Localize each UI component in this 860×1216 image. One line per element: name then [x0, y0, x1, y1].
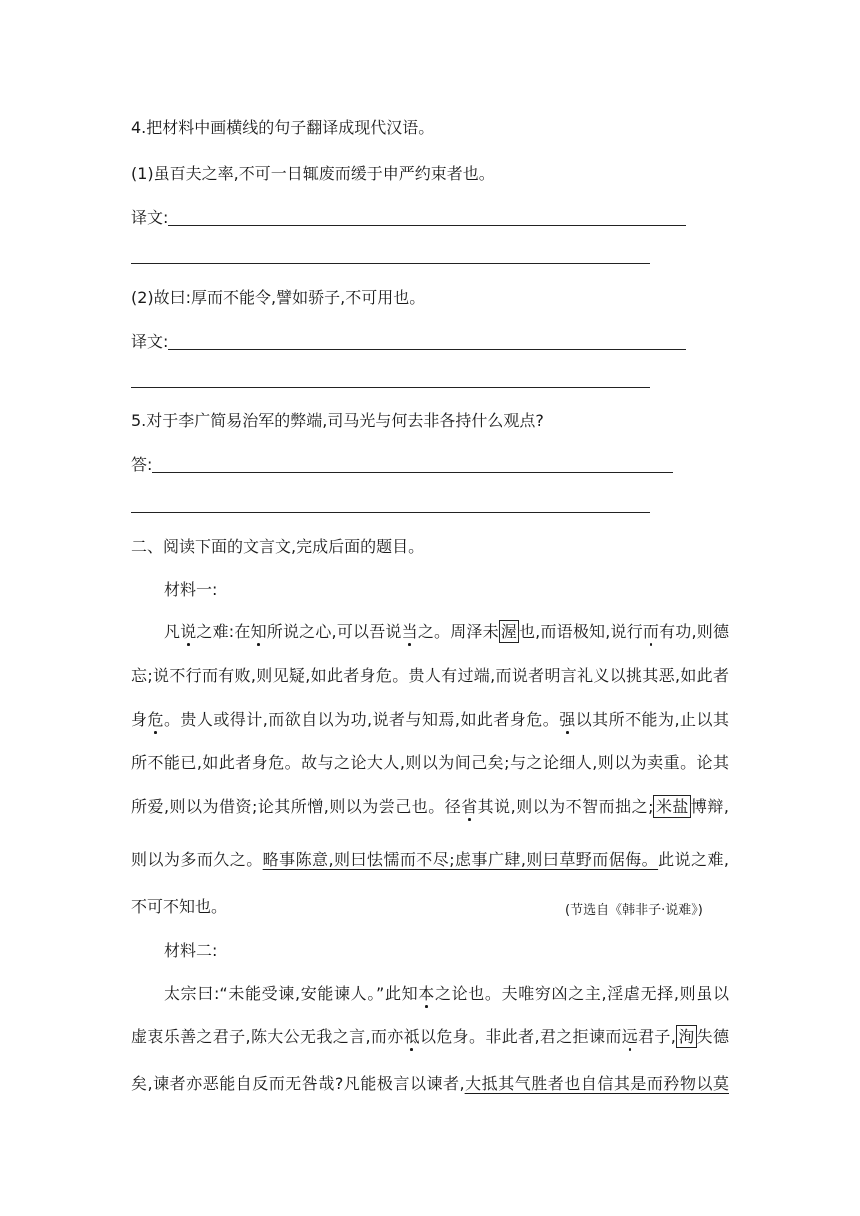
- answer-line[interactable]: [168, 349, 686, 350]
- answer-line[interactable]: [131, 387, 650, 388]
- q4-sentence-2: (2)故曰:厚而不能令,譬如骄子,不可用也。: [131, 288, 426, 307]
- text-row: 凡说之难:在知所说之心,可以吾说当之。周泽未 渥 也,而语极知,说行而有功,则德: [164, 622, 729, 641]
- q4-sentence-1: (1)虽百夫之率,不可一日辄废而缓于申严约束者也。: [131, 164, 495, 183]
- text-row: 不可不知也。: [131, 897, 228, 916]
- answer-line[interactable]: [131, 263, 650, 264]
- text-row: 身危。贵人或得计,而欲自以为功,说者与知焉,如此者身危。强以其所不能为,止以其: [131, 710, 729, 729]
- answer-line[interactable]: [152, 472, 673, 473]
- text-row: 则以为多而久之。略事陈意,则曰怯懦而不尽;虑事广肆,则曰草野而倨侮。此说之难,: [131, 850, 729, 869]
- material-2-label: 材料二:: [164, 941, 218, 960]
- answer-label: 答:: [131, 455, 153, 474]
- text-row: 所爱,则以为借资;论其所憎,则以为尝己也。径省其说,则以为不智而拙之; 米盐 博辩,: [131, 797, 729, 816]
- q4-1-answer-row[interactable]: [131, 208, 686, 228]
- q4-title: 4.把材料中画横线的句子翻译成现代汉语。: [131, 118, 435, 137]
- answer-label: 译文:: [131, 208, 169, 227]
- underlined-sentence: 大抵其气胜者也自信其是而矜物以莫: [464, 1074, 729, 1093]
- text-row: 太宗曰:“未能受谏,安能谏人。”此知本之论也。夫唯穷凶之主,淫虐无择,则虽以: [164, 984, 729, 1003]
- text-row: 虚衷乐善之君子,陈大公无我之言,而亦祗以危身。非此者,君之拒谏而远君子, 洵 失德: [131, 1027, 729, 1046]
- q5-title: 5.对于李广简易治军的弊端,司马光与何去非各持什么观点?: [131, 411, 544, 430]
- material-1-label: 材料一:: [164, 580, 218, 599]
- q4-2-answer-row[interactable]: [131, 332, 686, 352]
- answer-line[interactable]: [168, 225, 686, 226]
- answer-line[interactable]: [131, 512, 650, 513]
- boxed-word: 洵: [677, 1027, 695, 1046]
- text-row: 所不能已,如此者身危。故与之论大人,则以为间己矣;与之论细人,则以为卖重。论其: [131, 753, 729, 772]
- answer-label: 译文:: [131, 332, 169, 351]
- underlined-sentence: 略事陈意,则曰怯懦而不尽;虑事广肆,则曰草野而倨侮。: [262, 850, 659, 869]
- q5-answer-row[interactable]: [131, 455, 673, 475]
- boxed-word: 米盐: [655, 797, 689, 816]
- text-row: 忘;说不行而有败,则见疑,如此者身危。贵人有过端,而说者明言礼义以挑其恶,如此者: [131, 666, 729, 685]
- text-row: 矣,谏者亦恶能自反而无咎哉?凡能极言以谏者,大抵其气胜者也自信其是而矜物以莫: [131, 1074, 729, 1093]
- source-citation: (节选自《韩非子·说难》): [565, 903, 703, 918]
- section-2-title: 二、阅读下面的文言文,完成后面的题目。: [131, 537, 425, 556]
- boxed-word: 渥: [500, 622, 517, 641]
